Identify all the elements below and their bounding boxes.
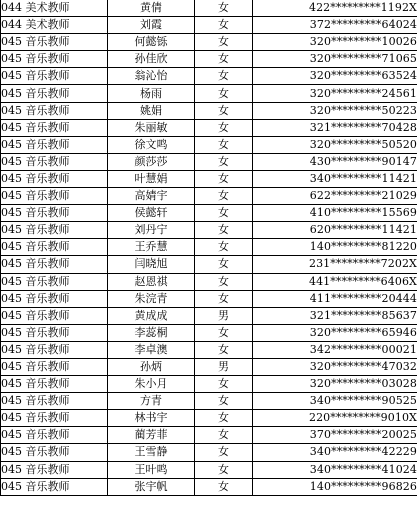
- name-cell: 刘霞: [108, 17, 195, 34]
- id-number-cell: 321*********70428: [253, 119, 417, 136]
- gender-cell: 女: [195, 205, 253, 222]
- post-cell: 045 音乐教师: [1, 324, 108, 341]
- gender-cell: 女: [195, 410, 253, 427]
- table-row: [1, 153, 417, 170]
- post-cell: 045 音乐教师: [1, 68, 108, 85]
- id-number-cell: 340*********90525: [253, 393, 417, 410]
- post-cell: 045 音乐教师: [1, 34, 108, 51]
- gender-cell: 女: [195, 68, 253, 85]
- table-row: [1, 222, 417, 239]
- name-cell: 王叶鸣: [108, 461, 195, 478]
- candidate-table-body: [1, 0, 417, 495]
- post-cell: 045 音乐教师: [1, 256, 108, 273]
- gender-cell: 女: [195, 478, 253, 495]
- table-row: [1, 34, 417, 51]
- id-number-cell: 411*********20444: [253, 290, 417, 307]
- id-number-cell: 231*********7202X: [253, 256, 417, 273]
- gender-cell: 女: [195, 290, 253, 307]
- gender-cell: 女: [195, 341, 253, 358]
- post-cell: 045 音乐教师: [1, 119, 108, 136]
- name-cell: 朱丽敏: [108, 119, 195, 136]
- post-cell: 045 音乐教师: [1, 85, 108, 102]
- name-cell: 黄成成: [108, 307, 195, 324]
- id-number-cell: 320*********50520: [253, 136, 417, 153]
- id-number-cell: 340*********42229: [253, 444, 417, 461]
- name-cell: 张宇帆: [108, 478, 195, 495]
- table-row: [1, 256, 417, 273]
- name-cell: 翁沁怡: [108, 68, 195, 85]
- post-cell: 044 美术教师: [1, 0, 108, 17]
- table-row: [1, 478, 417, 495]
- gender-cell: 女: [195, 170, 253, 187]
- id-number-cell: 320*********71065: [253, 51, 417, 68]
- name-cell: 朱浣青: [108, 290, 195, 307]
- post-cell: 045 音乐教师: [1, 222, 108, 239]
- id-number-cell: 340*********41024: [253, 461, 417, 478]
- post-cell: 045 音乐教师: [1, 153, 108, 170]
- name-cell: 颜莎莎: [108, 153, 195, 170]
- id-number-cell: 410*********15569: [253, 205, 417, 222]
- name-cell: 朱小月: [108, 376, 195, 393]
- table-row: [1, 273, 417, 290]
- id-number-cell: 320*********03028: [253, 376, 417, 393]
- post-cell: 045 音乐教师: [1, 307, 108, 324]
- table-row: [1, 444, 417, 461]
- table-row: [1, 290, 417, 307]
- post-cell: 045 音乐教师: [1, 478, 108, 495]
- id-number-cell: 321*********85637: [253, 307, 417, 324]
- table-row: [1, 358, 417, 375]
- name-cell: 李蕊桐: [108, 324, 195, 341]
- name-cell: 杨雨: [108, 85, 195, 102]
- table-row: [1, 410, 417, 427]
- gender-cell: 女: [195, 0, 253, 17]
- id-number-cell: 340*********11421: [253, 170, 417, 187]
- post-cell: 045 音乐教师: [1, 427, 108, 444]
- table-row: [1, 85, 417, 102]
- table-row: [1, 341, 417, 358]
- name-cell: 侯懿轩: [108, 205, 195, 222]
- post-cell: 044 美术教师: [1, 17, 108, 34]
- table-row: [1, 0, 417, 17]
- gender-cell: 男: [195, 307, 253, 324]
- id-number-cell: 342*********00021: [253, 341, 417, 358]
- post-cell: 045 音乐教师: [1, 290, 108, 307]
- name-cell: 叶慧娟: [108, 170, 195, 187]
- name-cell: 方青: [108, 393, 195, 410]
- table-row: [1, 17, 417, 34]
- id-number-cell: 430*********90147: [253, 153, 417, 170]
- gender-cell: 女: [195, 34, 253, 51]
- id-number-cell: 320*********63524: [253, 68, 417, 85]
- gender-cell: 女: [195, 119, 253, 136]
- table-row: [1, 324, 417, 341]
- table-row: [1, 461, 417, 478]
- name-cell: 闫晓旭: [108, 256, 195, 273]
- gender-cell: 女: [195, 273, 253, 290]
- post-cell: 045 音乐教师: [1, 341, 108, 358]
- post-cell: 045 音乐教师: [1, 136, 108, 153]
- post-cell: 045 音乐教师: [1, 170, 108, 187]
- id-number-cell: 620*********11421: [253, 222, 417, 239]
- table-row: [1, 119, 417, 136]
- id-number-cell: 320*********10026: [253, 34, 417, 51]
- gender-cell: 女: [195, 51, 253, 68]
- post-cell: 045 音乐教师: [1, 444, 108, 461]
- id-number-cell: 622*********21029: [253, 188, 417, 205]
- table-row: [1, 51, 417, 68]
- name-cell: 林书宇: [108, 410, 195, 427]
- post-cell: 045 音乐教师: [1, 376, 108, 393]
- name-cell: 王乔慧: [108, 239, 195, 256]
- table-row: [1, 239, 417, 256]
- name-cell: 赵恩祺: [108, 273, 195, 290]
- table-row: [1, 427, 417, 444]
- id-number-cell: 320*********24561: [253, 85, 417, 102]
- table-row: [1, 68, 417, 85]
- gender-cell: 女: [195, 444, 253, 461]
- table-row: [1, 307, 417, 324]
- gender-cell: 女: [195, 17, 253, 34]
- table-row: [1, 170, 417, 187]
- name-cell: 徐文鸣: [108, 136, 195, 153]
- id-number-cell: 320*********47032: [253, 358, 417, 375]
- post-cell: 045 音乐教师: [1, 205, 108, 222]
- name-cell: 王雪静: [108, 444, 195, 461]
- name-cell: 蔺芳菲: [108, 427, 195, 444]
- gender-cell: 女: [195, 427, 253, 444]
- gender-cell: 女: [195, 102, 253, 119]
- name-cell: 李卓澳: [108, 341, 195, 358]
- id-number-cell: 370*********20025: [253, 427, 417, 444]
- post-cell: 045 音乐教师: [1, 51, 108, 68]
- table-row: [1, 205, 417, 222]
- post-cell: 045 音乐教师: [1, 239, 108, 256]
- post-cell: 045 音乐教师: [1, 393, 108, 410]
- table-row: [1, 102, 417, 119]
- gender-cell: 男: [195, 358, 253, 375]
- id-number-cell: 441*********6406X: [253, 273, 417, 290]
- name-cell: 高婧宇: [108, 188, 195, 205]
- id-number-cell: 372*********64024: [253, 17, 417, 34]
- post-cell: 045 音乐教师: [1, 410, 108, 427]
- gender-cell: 女: [195, 239, 253, 256]
- gender-cell: 女: [195, 85, 253, 102]
- id-number-cell: 320*********50223: [253, 102, 417, 119]
- gender-cell: 女: [195, 136, 253, 153]
- post-cell: 045 音乐教师: [1, 188, 108, 205]
- name-cell: 刘丹宁: [108, 222, 195, 239]
- post-cell: 045 音乐教师: [1, 461, 108, 478]
- gender-cell: 女: [195, 188, 253, 205]
- table-row: [1, 376, 417, 393]
- table-row: [1, 188, 417, 205]
- id-number-cell: 320*********65946: [253, 324, 417, 341]
- name-cell: 黄倩: [108, 0, 195, 17]
- gender-cell: 女: [195, 222, 253, 239]
- id-number-cell: 220*********9010X: [253, 410, 417, 427]
- id-number-cell: 422*********1192X: [253, 0, 417, 17]
- gender-cell: 女: [195, 256, 253, 273]
- name-cell: 孙佳欣: [108, 51, 195, 68]
- gender-cell: 女: [195, 376, 253, 393]
- name-cell: 孙炳: [108, 358, 195, 375]
- post-cell: 045 音乐教师: [1, 273, 108, 290]
- table-row: [1, 136, 417, 153]
- id-number-cell: 140*********96826: [253, 478, 417, 495]
- table-row: [1, 393, 417, 410]
- name-cell: 何懿铄: [108, 34, 195, 51]
- post-cell: 045 音乐教师: [1, 102, 108, 119]
- id-number-cell: 140*********81220: [253, 239, 417, 256]
- name-cell: 姚娟: [108, 102, 195, 119]
- gender-cell: 女: [195, 153, 253, 170]
- gender-cell: 女: [195, 393, 253, 410]
- gender-cell: 女: [195, 324, 253, 341]
- gender-cell: 女: [195, 461, 253, 478]
- post-cell: 045 音乐教师: [1, 358, 108, 375]
